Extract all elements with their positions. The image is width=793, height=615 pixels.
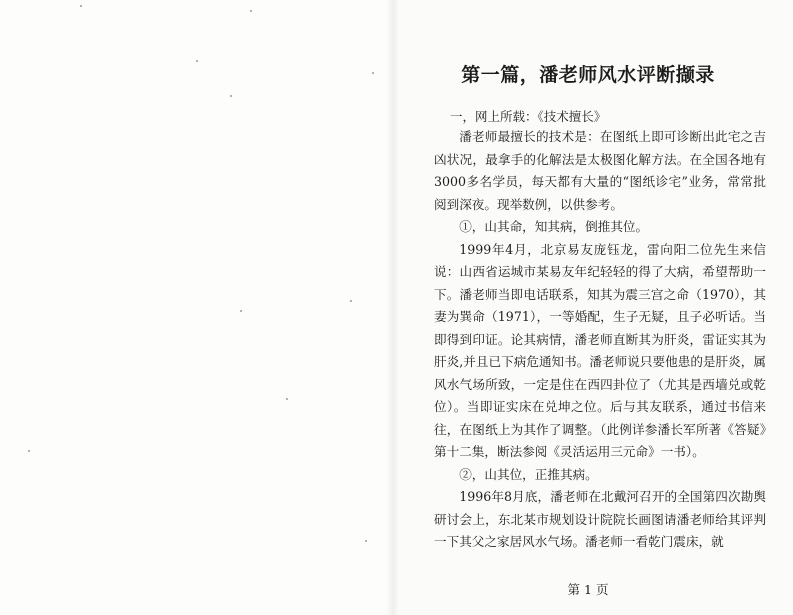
paragraph: 1996年8月底，潘老师在北戴河召开的全国第四次勘舆研讨会上，东北某市规划设计院院长画图请潘老师给其评判一下其父之家居风水气场。潘老师一看乾门震床，就 bbox=[434, 489, 766, 549]
paragraph: ②，山其位，正推其病。 bbox=[459, 466, 598, 482]
book-spine-shadow bbox=[386, 0, 400, 615]
scan-speck bbox=[372, 72, 374, 74]
page-number: 第 1 页 bbox=[567, 582, 609, 597]
scan-speck bbox=[28, 450, 30, 452]
scan-speck bbox=[250, 10, 252, 12]
scan-speck bbox=[196, 60, 198, 62]
scan-speck bbox=[365, 540, 367, 542]
section-heading: 一，网上所载：《技术擅长》 bbox=[450, 109, 607, 124]
scan-speck bbox=[286, 398, 288, 400]
scan-speck bbox=[240, 310, 242, 312]
right-text-page bbox=[418, 0, 780, 615]
scan-speck bbox=[230, 95, 232, 97]
paragraph: 潘老师最擅长的技术是：在图纸上即可诊断出此宅之吉凶状况，最拿手的化解法是太极图化解方法。在全国各地有3000多名学员，每天都有大量的“图纸诊宅”业务，常常批阅到深夜。现举数例，以供参考。 bbox=[434, 129, 766, 212]
paragraph: 1999年4月，北京易友庞钰龙，雷向阳二位先生来信说：山西省运城市某易友年纪轻轻的得了大病，希望帮助一下。潘老师当即电话联系，知其为震三宫之命（1970），其妻为巽命（1971），一等婚配，生子无疑，且子必听话。当即得到印证。论其病情，潘老师直断其为肝炎，雷证实其为肝炎,并且已下病危通知书。潘老师说只要他患的是肝炎，属风水气场所致，一定是住在西四卦位了（尤其是西墙兑或乾位）。当即证实床在兑坤之位。后与其友联系，通过书信来往，在图纸上为其作了调整。（此例详参潘长军所著《答疑》第十二集，断法参阅《灵活运用三元命》一书）。 bbox=[434, 241, 766, 459]
scan-speck bbox=[350, 300, 352, 302]
body-text bbox=[434, 126, 766, 554]
scan-speck bbox=[80, 5, 82, 7]
chapter-title: 第一篇，潘老师风水评断撷录 bbox=[461, 64, 715, 86]
paragraph: ①，山其命，知其病，倒推其位。 bbox=[459, 219, 649, 234]
